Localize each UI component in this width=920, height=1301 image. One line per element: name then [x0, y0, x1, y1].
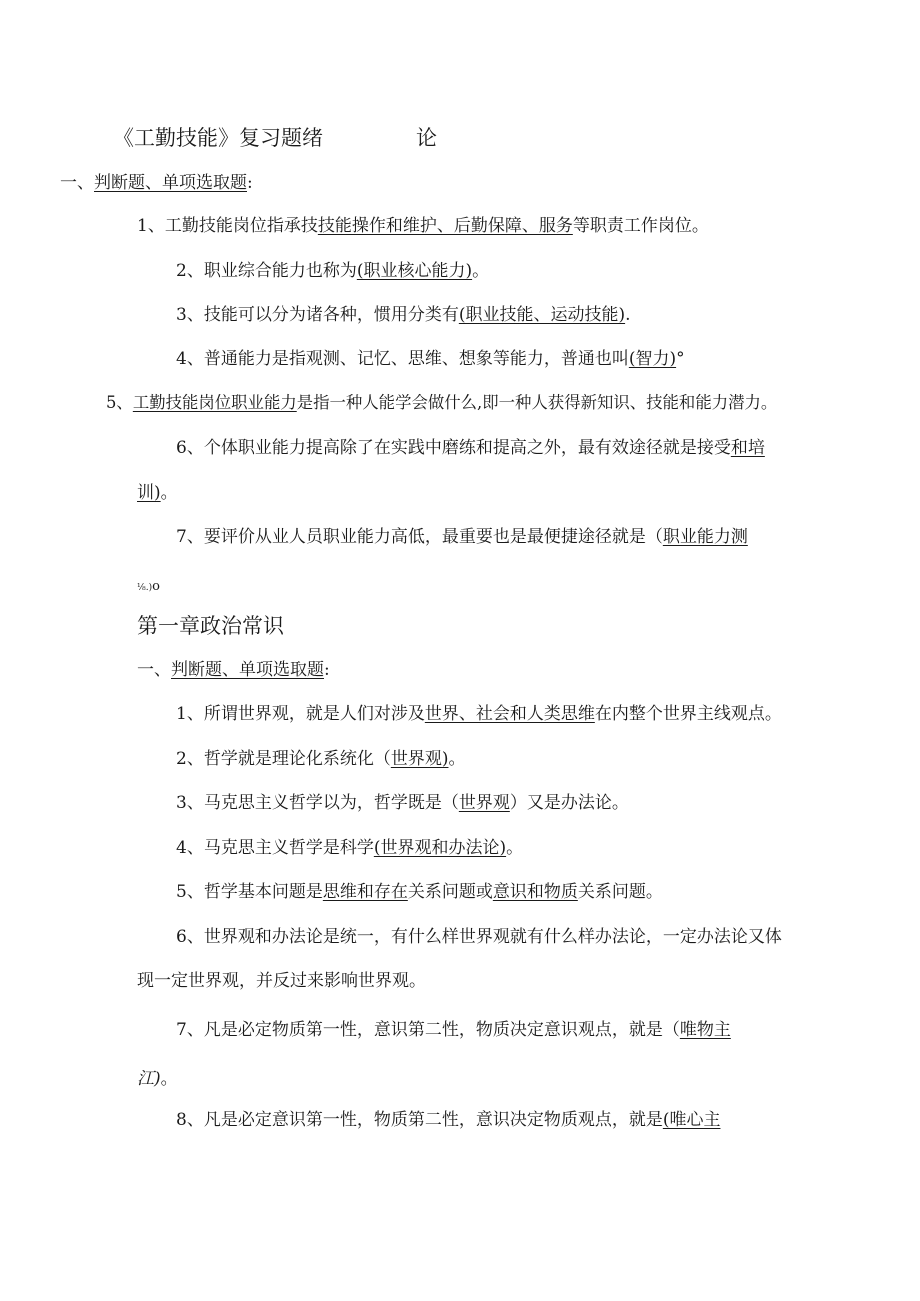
- chapter1-item-7: 7、凡是必定物质第一性，意识第二性，物质决定意识观点，就是（唯物主: [176, 1020, 731, 1040]
- intro-item-7: 7、要评价从业人员职业能力高低，最重要也是最便捷途径就是（职业能力测: [176, 527, 748, 547]
- chapter1-item-3: 3、马克思主义哲学以为，哲学既是（世界观）又是办法论。: [176, 793, 629, 813]
- intro-item-2: 2、职业综合能力也称为(职业核心能力)。: [176, 261, 490, 281]
- chapter1-item-7-continued: 江)。: [137, 1069, 178, 1089]
- chapter1-item-2: 2、哲学就是理论化系统化（世界观)。: [176, 749, 466, 769]
- chapter1-heading: 第一章政治常识: [137, 614, 284, 638]
- chapter1-item-1: 1、所谓世界观，就是人们对涉及世界、社会和人类思维在内整个世界主线观点。: [176, 704, 782, 724]
- chapter1-section-label: 一、判断题、单项选取题:: [137, 660, 330, 680]
- chapter1-item-6-continued: 现一定世界观，并反过来影响世界观。: [137, 971, 426, 991]
- document-title: [113, 125, 437, 151]
- intro-item-3: 3、技能可以分为诸各种，惯用分类有(职业技能、运动技能).: [176, 305, 631, 325]
- intro-item-6-continued: 训)。: [137, 483, 178, 503]
- title-tail: 论: [416, 126, 437, 150]
- intro-item-7-continued: ⅛.)o: [137, 579, 160, 594]
- intro-item-4: 4、普通能力是指观测、记忆、思维、想象等能力，普通也叫(智力)°: [176, 349, 685, 369]
- intro-section-label: 一、判断题、单项选取题:: [60, 173, 253, 193]
- intro-item-6: 6、个体职业能力提高除了在实践中磨练和提高之外，最有效途径就是接受和培: [176, 438, 765, 458]
- chapter1-item-4: 4、马克思主义哲学是科学(世界观和办法论)。: [176, 838, 524, 858]
- intro-item-1: 1、工勤技能岗位指承技技能操作和维护、后勤保障、服务等职责工作岗位。: [137, 216, 709, 236]
- intro-item-5: 5、工勤技能岗位职业能力是指一种人能学会做什么,即一种人获得新知识、技能和能力潜力。: [106, 393, 778, 412]
- chapter1-item-8: 8、凡是必定意识第一性，物质第二性，意识决定物质观点，就是(唯心主: [176, 1110, 721, 1130]
- chapter1-item-5: 5、哲学基本问题是思维和存在关系问题或意识和物质关系问题。: [176, 882, 663, 902]
- chapter1-item-6: 6、世界观和办法论是统一，有什么样世界观就有什么样办法论，一定办法论又体: [176, 927, 782, 947]
- title-main: 《工勤技能》复习题绪: [113, 126, 323, 150]
